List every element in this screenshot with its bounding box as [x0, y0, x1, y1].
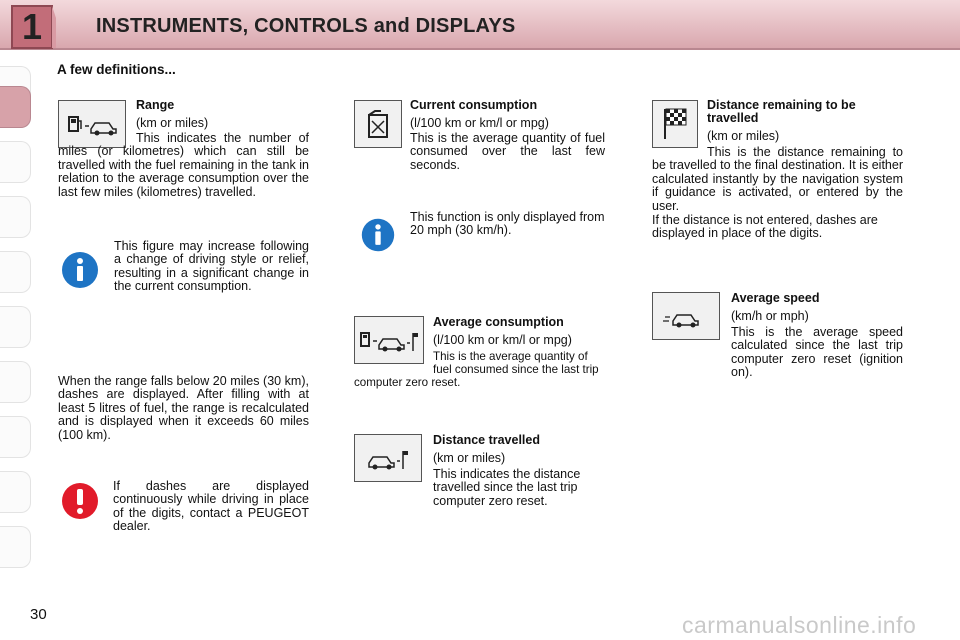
distance-remaining-unit: (km or miles) [707, 129, 780, 143]
page-title: INSTRUMENTS, CONTROLS and DISPLAYS [96, 15, 516, 37]
range-note: When the range falls below 20 miles (30 km), dashes are displayed. After filling with at least 5 litres of fuel, the range is recalculated and is displayed when it exceeds 60 miles (100 km). [58, 374, 309, 442]
average-consumption-title: Average consumption [433, 315, 564, 329]
chapter-tabs [0, 56, 34, 576]
distance-travelled-title: Distance travelled [433, 433, 540, 447]
distance-remaining-description: This is the distance remaining to be travelled to the final destination. It is either calculated instantly by the navigation system if guidance is activated, or entered by the user. [652, 145, 903, 213]
chapter-tab-8[interactable] [0, 471, 31, 513]
current-consumption-unit: (l/100 km or km/l or mpg) [410, 116, 549, 130]
watermark: carmanualsonline.info [682, 612, 917, 638]
range-unit: (km or miles) [136, 116, 209, 130]
chapter-tab-5[interactable] [0, 306, 31, 348]
range-warning-text: If dashes are displayed continuously while driving in place of the digits, contact a PEUGEOT dealer. [113, 479, 309, 534]
chapter-tab-6[interactable] [0, 361, 31, 403]
page-header [0, 0, 960, 50]
warning-icon [60, 481, 100, 521]
chapter-tab-2[interactable] [0, 141, 31, 183]
range-title: Range [136, 98, 175, 112]
average-speed-description: This is the average speed calculated since the last trip computer zero reset (ignition on). [731, 325, 903, 380]
section-subtitle: A few definitions... [57, 62, 176, 77]
car-flag-icon [354, 434, 422, 482]
chapter-tab-4[interactable] [0, 251, 31, 293]
current-info-text: This function is only displayed from 20 mph (30 km/h). [410, 210, 605, 238]
current-consumption-description: This is the average quantity of fuel consumed over the last few seconds. [410, 131, 605, 172]
average-consumption-unit: (l/100 km or km/l or mpg) [433, 333, 572, 347]
current-consumption-title: Current consumption [410, 98, 538, 112]
average-consumption-description: This is the average quantity of fuel consumed since the last trip computer zero reset. [354, 350, 599, 389]
chapter-tab-9[interactable] [0, 526, 31, 568]
range-info-text: This figure may increase following a change of driving style or relief, resulting in a significant change in the current consumption. [114, 239, 309, 294]
checkered-flag-icon [652, 100, 698, 148]
average-speed-unit: (km/h or mph) [731, 309, 809, 323]
distance-travelled-unit: (km or miles) [433, 451, 506, 465]
chapter-tab-3[interactable] [0, 196, 31, 238]
distance-remaining-title: Distance remaining to be travelled [707, 98, 856, 126]
chapter-tab-1[interactable] [0, 86, 31, 128]
distance-remaining-note: If the distance is not entered, dashes are displayed in place of the digits. [652, 213, 878, 241]
info-icon [360, 217, 396, 253]
range-description: This indicates the number of miles (or kilometres) which can still be travelled with the fuel remaining in the tank in relation to the average consumption over the last few miles (kilometres) travelled. [58, 131, 309, 199]
car-speed-icon [652, 292, 720, 340]
distance-travelled-description: This indicates the distance travelled since the last trip computer zero reset. [433, 467, 581, 508]
page-number: 30 [30, 606, 47, 623]
average-speed-title: Average speed [731, 291, 820, 305]
chapter-number: 1 [22, 6, 43, 47]
chapter-tab-7[interactable] [0, 416, 31, 458]
fuel-can-icon [354, 100, 402, 148]
